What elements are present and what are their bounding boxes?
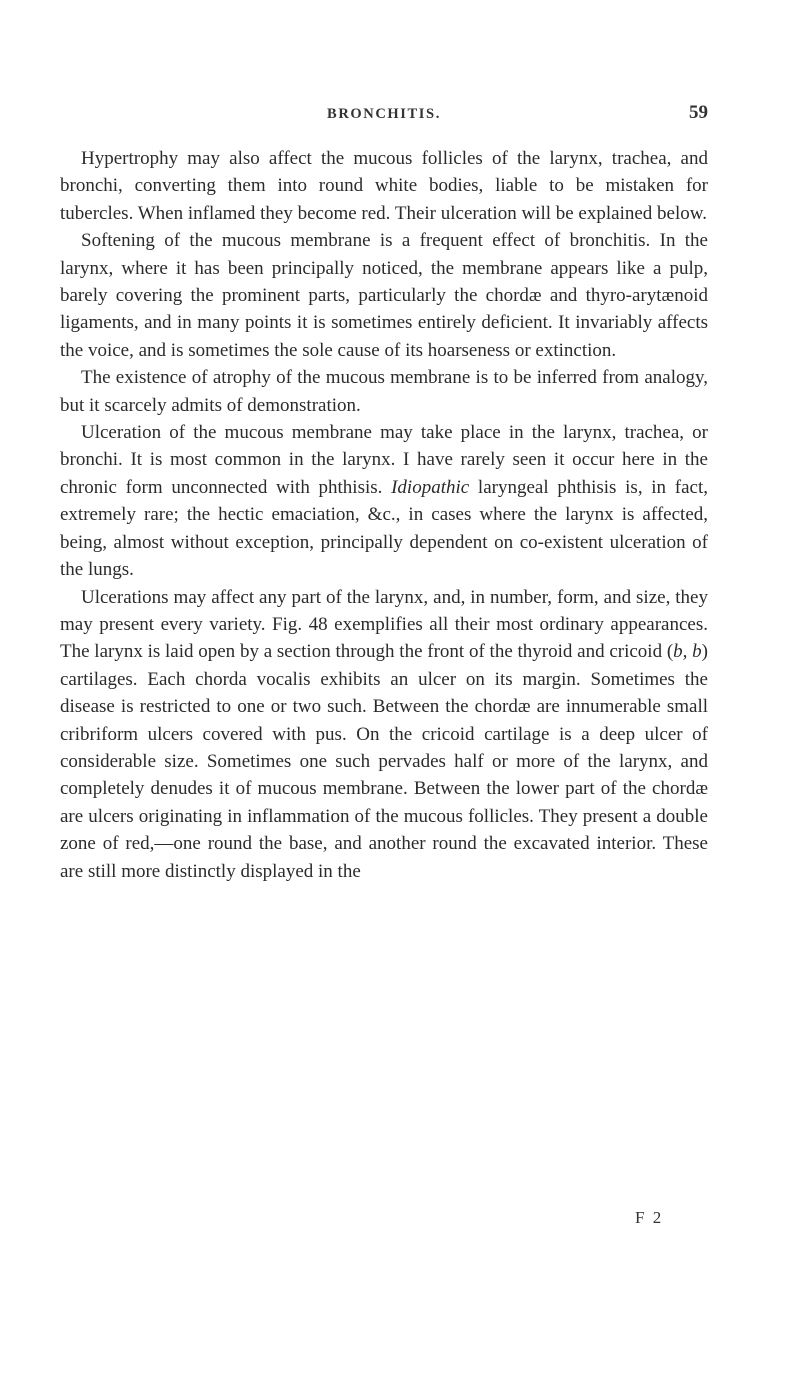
paragraph-ulceration: [60, 419, 708, 583]
paragraph-text-after: laryngeal phthisis is, in fact, extremely rare; the hectic emaciation, &c., in cases where the larynx is affected, being, almost without exception, principally dependent on co-existent ulceration of the lungs.: [60, 476, 708, 581]
paragraph-hypertrophy: [60, 145, 708, 227]
paragraph-atrophy: [60, 364, 708, 419]
italic-term: Idiopathic: [391, 476, 470, 498]
running-title: BRONCHITIS.: [327, 106, 441, 122]
italic-reference: b, b: [673, 641, 702, 663]
paragraph-text: Softening of the mucous membrane is a frequent effect of bronchitis. In the larynx, where it has been principally noticed, the membrane appears like a pulp, barely covering the prominent parts, particularly the chordæ and thyro-arytænoid ligaments, and in many points it is sometimes entirely deficient. It invariably affects the voice, and is sometimes the sole cause of its hoarseness or extinction.: [60, 230, 708, 361]
page-number: 59: [689, 102, 708, 123]
running-head: [60, 102, 708, 136]
signature-mark: F 2: [635, 1208, 664, 1227]
paragraph-ulcerations: [60, 584, 708, 885]
body-text: [60, 145, 708, 885]
paragraph-text: Hypertrophy may also affect the mucous follicles of the larynx, trachea, and bronchi, converting them into round white bodies, liable to be mistaken for tubercles. When inflamed they become red. Their ulceration will be explained below.: [60, 148, 708, 224]
paragraph-text-before: Ulcerations may affect any part of the larynx, and, in number, form, and size, they may present every variety. Fig. 48 exemplifies all their most ordinary appearances. The larynx is laid open by a section through the front of the thyroid and cricoid (: [60, 586, 708, 663]
paragraph-text: The existence of atrophy of the mucous membrane is to be inferred from analogy, but it scarcely admits of demonstration.: [60, 367, 708, 416]
paragraph-softening: [60, 227, 708, 364]
paragraph-text-before: Ulceration of the mucous membrane may take place in the larynx, trachea, or bronchi. It is most common in the larynx. I have rarely seen it occur here in the chronic form unconnected with phthisis.: [60, 422, 708, 498]
paragraph-text-after: ) cartilages. Each chorda vocalis exhibits an ulcer on its margin. Sometimes the disease is restricted to one or two such. Between the chordæ are innumerable small cribriform ulcers covered with pus. On the cricoid cartilage is a deep ulcer of considerable size. Sometimes one such pervades half or more of the larynx, and completely denudes it of mucous membrane. Between the lower part of the chordæ are ulcers originating in inflammation of the mucous follicles. They present a double zone of red,—one round the base, and another round the excavated interior. These are still more distinctly displayed in the: [60, 641, 708, 882]
